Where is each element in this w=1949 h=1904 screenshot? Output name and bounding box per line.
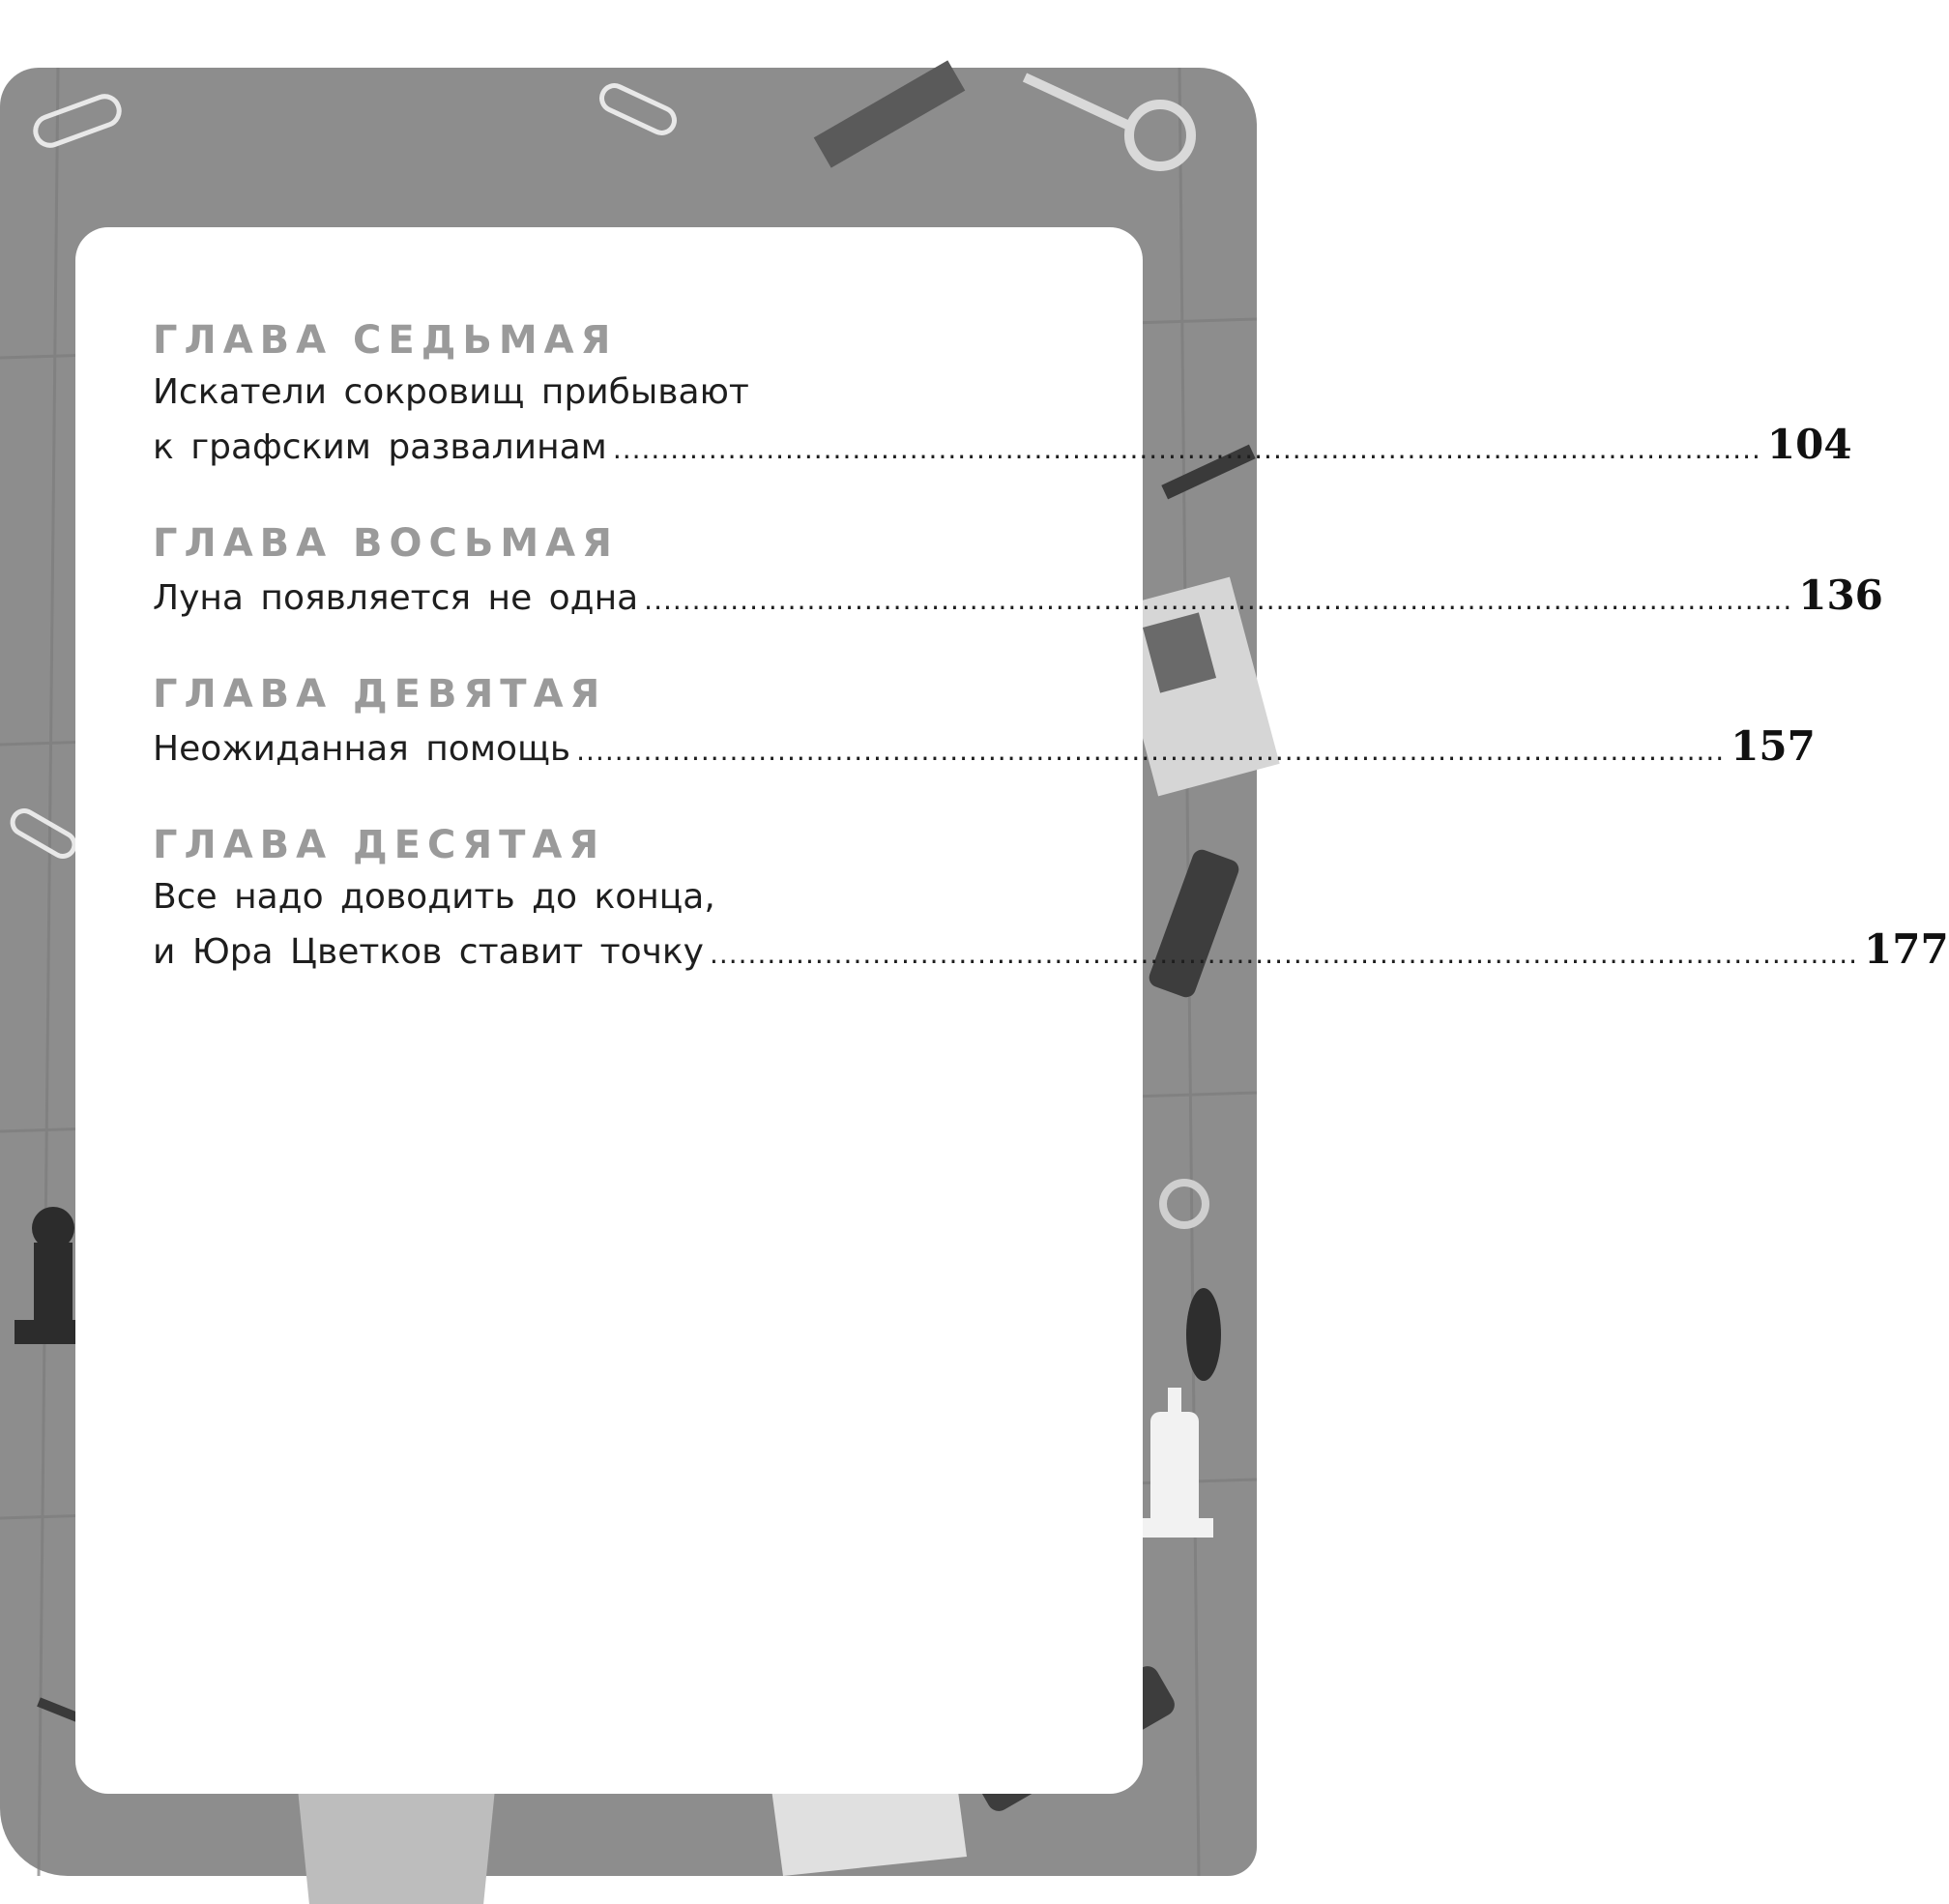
page-number[interactable]: 136 — [1798, 571, 1883, 619]
entry-title-text: и Юра Цветков ставит точку — [153, 932, 704, 972]
ruler-icon — [814, 60, 966, 167]
entry-title-text: Луна появляется не одна — [153, 578, 639, 618]
chess-king-icon — [1136, 1388, 1213, 1538]
chapter-heading: ГЛАВА СЕДЬМАЯ — [153, 318, 618, 363]
chapter-heading: ГЛАВА ВОСЬМАЯ — [153, 521, 619, 566]
chapter-heading: ГЛАВА ДЕВЯТАЯ — [153, 672, 607, 717]
leader-dots: ........................................................................................................................ — [644, 584, 1793, 616]
page-number[interactable]: 177 — [1864, 925, 1949, 973]
chapter-heading: ГЛАВА ДЕСЯТАЯ — [153, 823, 606, 867]
entry-title-last-line — [153, 570, 1883, 622]
key-icon — [1025, 77, 1191, 166]
decorative-frame — [0, 68, 1949, 1876]
entry-title-text: к графским развалинам — [153, 427, 607, 467]
entry-title-line: Все надо доводить до конца, — [153, 877, 715, 917]
page-number[interactable]: 157 — [1731, 722, 1816, 770]
content-panel — [75, 227, 1949, 1794]
entry-title-last-line — [153, 923, 1949, 976]
entry-title-last-line — [153, 720, 1816, 773]
entry-title-text: Неожиданная помощь — [153, 729, 571, 769]
toc-entry — [153, 517, 1883, 622]
leader-dots: ........................................................................................................................ — [709, 938, 1858, 970]
toc-entry — [153, 668, 1816, 773]
table-of-contents — [153, 314, 1949, 1022]
toc-entry — [153, 314, 1852, 471]
entry-title-last-line — [153, 419, 1852, 471]
leader-dots: ........................................................................................................................ — [576, 735, 1726, 767]
page-number[interactable]: 104 — [1766, 421, 1852, 468]
toc-entry — [153, 819, 1949, 976]
leader-dots: ........................................................................................................................ — [612, 433, 1761, 465]
entry-title-line: Искатели сокровищ прибывают — [153, 372, 749, 412]
